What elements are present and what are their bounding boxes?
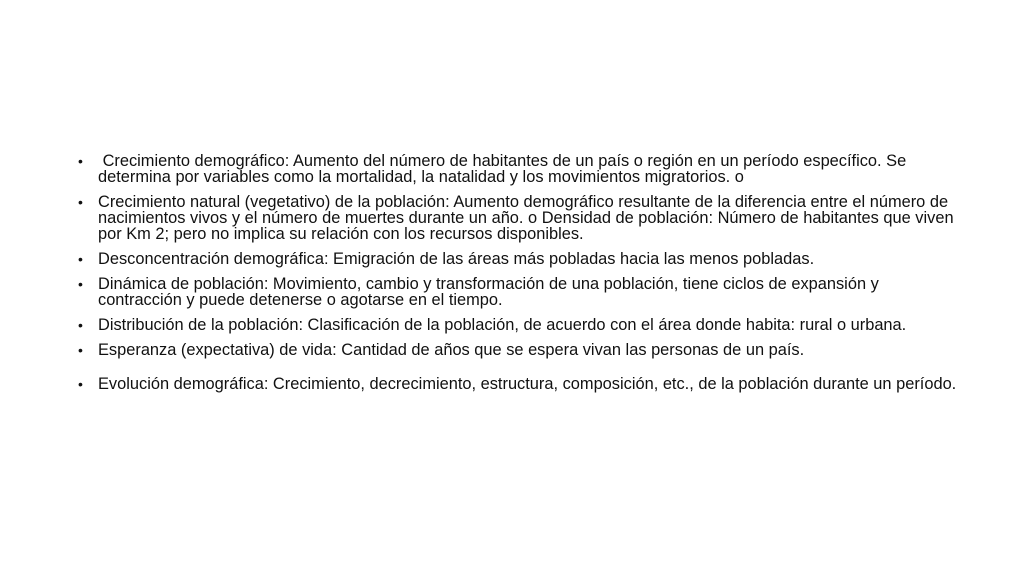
bullet-list [78,153,958,392]
bullet-item [78,276,958,308]
bullet-item [78,194,958,242]
bullet-text: Esperanza (expectativa) de vida: Cantidad de años que se espera vivan las personas de un país. [98,341,805,359]
bullet-text: Evolución demográfica: Crecimiento, decrecimiento, estructura, composición, etc., de la población durante un período. [98,375,957,393]
bullet-icon: • [78,153,83,169]
bullet-item [78,251,958,267]
bullet-icon: • [78,376,83,392]
bullet-icon: • [78,317,83,333]
bullet-icon: • [78,194,83,210]
bullet-icon: • [78,342,83,358]
bullet-item [78,317,958,333]
bullet-icon: • [78,276,83,292]
bullet-text: Crecimiento natural (vegetativo) de la población: Aumento demográfico resultante de la diferencia entre el número de nacimientos vivos y el número de muertes durante un año. o Densidad de población: Número de habitantes que viven por Km 2; pero no implica su relación con los recursos disponibles. [98,193,954,243]
bullet-text: Crecimiento demográfico: Aumento del número de habitantes de un país o región en un período específico. Se determina por variables como la mortalidad, la natalidad y los movimientos migratorios. o [98,152,911,186]
bullet-text: Distribución de la población: Clasificación de la población, de acuerdo con el área donde habita: rural o urbana. [98,316,907,334]
bullet-text: Dinámica de población: Movimiento, cambio y transformación de una población, tiene ciclos de expansión y contracción y puede detenerse o agotarse en el tiempo. [98,275,879,309]
bullet-item [78,153,958,185]
slide-content [78,153,958,401]
bullet-item [78,342,958,358]
bullet-text: Desconcentración demográfica: Emigración de las áreas más pobladas hacia las menos pobladas. [98,250,815,268]
bullet-icon: • [78,251,83,267]
bullet-item [78,376,958,392]
